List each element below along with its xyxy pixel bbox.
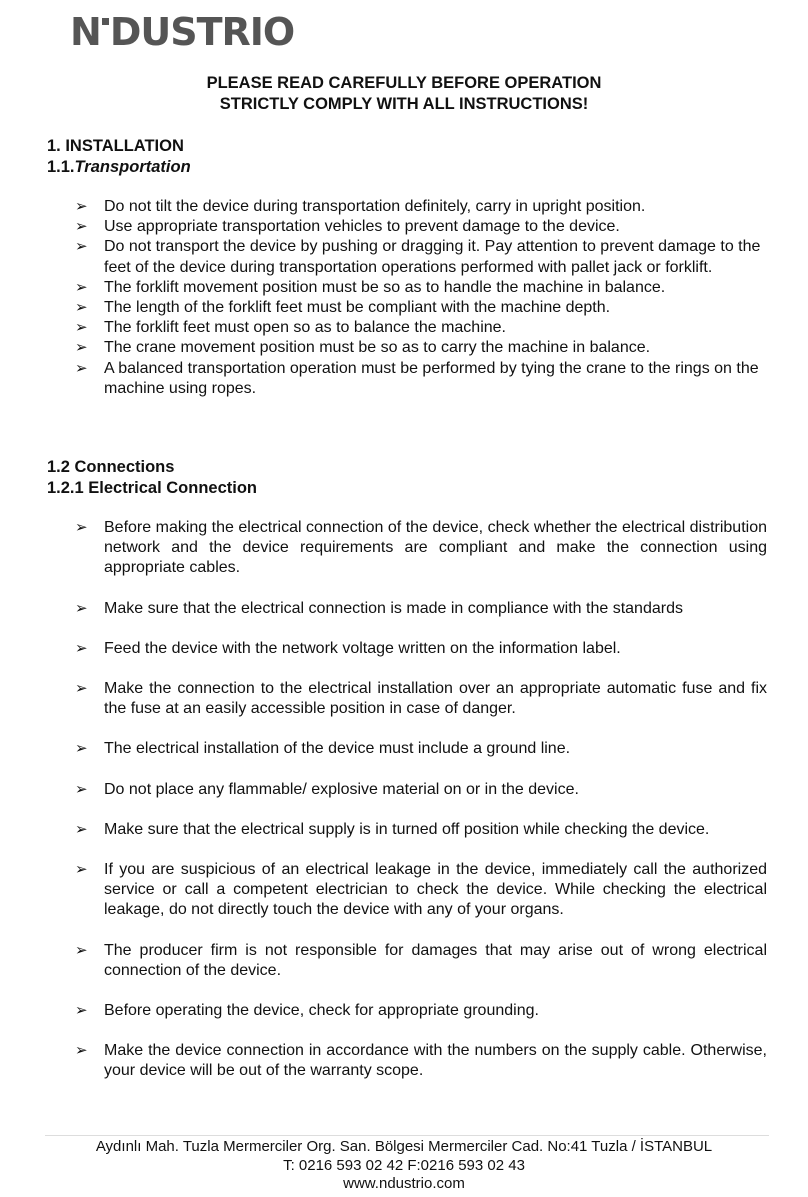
footer-divider: [45, 1135, 769, 1136]
list-item-text: Make sure that the electrical connection is made in compliance with the standards: [104, 599, 683, 617]
footer: [0, 1138, 808, 1194]
list-item: [75, 237, 767, 277]
footer-address: Aydınlı Mah. Tuzla Mermerciler Org. San. Bölgesi Mermerciler Cad. No:41 Tuzla / İSTANBUL: [95, 1138, 713, 1155]
list-item-text: Use appropriate transportation vehicles to prevent damage to the device.: [104, 218, 620, 236]
arrow-bullet-icon: ➢: [75, 740, 88, 758]
list-item: [75, 820, 767, 840]
list-item: [75, 338, 767, 358]
list-item: [75, 780, 767, 800]
company-logo: [70, 12, 294, 52]
list-item-text: Make the connection to the electrical installation over an appropriate automatic fuse and fix the fuse at an easily accessible position in case of danger.: [104, 680, 767, 718]
list-item-text: Do not transport the device by pushing or dragging it. Pay attention to prevent damage to the feet of the device during transportation operations performed with pallet jack or forklift.: [104, 238, 761, 276]
list-item: [75, 217, 767, 237]
list-item-text: Do not tilt the device during transportation definitely, carry in upright position.: [104, 198, 646, 215]
arrow-bullet-icon: ➢: [75, 1042, 88, 1060]
section-connections-heading: 1.2 Connections: [47, 458, 175, 476]
list-item: [75, 941, 767, 981]
list-item: [75, 298, 767, 318]
arrow-bullet-icon: ➢: [75, 359, 88, 377]
list-item: [75, 1001, 767, 1021]
warning-title-line2: STRICTLY COMPLY WITH ALL INSTRUCTIONS!: [219, 95, 589, 113]
list-item-text: Before making the electrical connection of the device, check whether the electrical distribution network and the device requirements are compliant and make the connection using appropriate cables.: [104, 519, 767, 577]
arrow-bullet-icon: ➢: [75, 319, 88, 337]
logo-dot: [102, 18, 109, 25]
list-item: [75, 679, 767, 719]
arrow-bullet-icon: ➢: [75, 218, 88, 236]
arrow-bullet-icon: ➢: [75, 861, 88, 879]
arrow-bullet-icon: ➢: [75, 780, 88, 798]
arrow-bullet-icon: ➢: [75, 519, 88, 536]
subsection-transportation-heading: 1.1.Transportation: [47, 158, 191, 176]
footer-phone: T: 0216 593 02 42 F:0216 593 02 43: [283, 1156, 525, 1174]
subsection-electrical-heading: 1.2.1 Electrical Connection: [47, 479, 257, 497]
list-item-text: Make sure that the electrical supply is in turned off position while checking the device.: [104, 820, 710, 838]
logo-text: N DUSTRIO: [70, 10, 295, 54]
list-item-text: Do not place any flammable/ explosive material on or in the device.: [104, 780, 579, 798]
list-item-text: Feed the device with the network voltage written on the information label.: [104, 639, 621, 657]
footer-website: www.ndustrio.com: [343, 1175, 465, 1192]
list-item-text: If you are suspicious of an electrical leakage in the device, immediately call the authorized service or call a competent electrician to check the device. While checking the electrical leakage, do not directly touch the device with any of your organs.: [104, 861, 767, 919]
arrow-bullet-icon: ➢: [75, 198, 88, 215]
list-item: [75, 739, 767, 759]
list-item-text: A balanced transportation operation must be performed by tying the crane to the rings on the machine using ropes.: [104, 359, 759, 397]
electrical-list: [75, 518, 767, 1102]
arrow-bullet-icon: ➢: [75, 339, 88, 357]
arrow-bullet-icon: ➢: [75, 299, 88, 317]
list-item: [75, 318, 767, 338]
list-item: [75, 359, 767, 399]
list-item-text: Before operating the device, check for appropriate grounding.: [104, 1002, 539, 1020]
list-item-text: The forklift feet must open so as to balance the machine.: [104, 319, 506, 337]
list-item-text: The length of the forklift feet must be compliant with the machine depth.: [104, 299, 611, 317]
list-item-text: The crane movement position must be so as to carry the machine in balance.: [104, 339, 651, 357]
warning-title-line1: PLEASE READ CAREFULLY BEFORE OPERATION: [206, 74, 602, 92]
list-item-text: Make the device connection in accordance with the numbers on the supply cable. Otherwise, your device will be out of the warranty scope.: [104, 1042, 767, 1080]
list-item: [75, 197, 767, 217]
arrow-bullet-icon: ➢: [75, 1002, 88, 1020]
list-item-text: The electrical installation of the device must include a ground line.: [104, 740, 571, 758]
arrow-bullet-icon: ➢: [75, 238, 88, 256]
list-item-text: The forklift movement position must be so as to handle the machine in balance.: [104, 278, 666, 296]
arrow-bullet-icon: ➢: [75, 278, 88, 296]
list-item: [75, 639, 767, 659]
list-item: [75, 518, 767, 579]
list-item-text: The producer firm is not responsible for damages that may arise out of wrong electrical connection of the device.: [104, 941, 767, 979]
section-installation-heading: 1. INSTALLATION: [47, 137, 184, 155]
arrow-bullet-icon: ➢: [75, 680, 88, 698]
list-item: [75, 278, 767, 298]
arrow-bullet-icon: ➢: [75, 599, 88, 617]
list-item: [75, 1041, 767, 1081]
transportation-list: [75, 197, 767, 399]
list-item: [75, 599, 767, 619]
arrow-bullet-icon: ➢: [75, 941, 88, 959]
list-item: [75, 860, 767, 921]
arrow-bullet-icon: ➢: [75, 820, 88, 838]
arrow-bullet-icon: ➢: [75, 639, 88, 657]
